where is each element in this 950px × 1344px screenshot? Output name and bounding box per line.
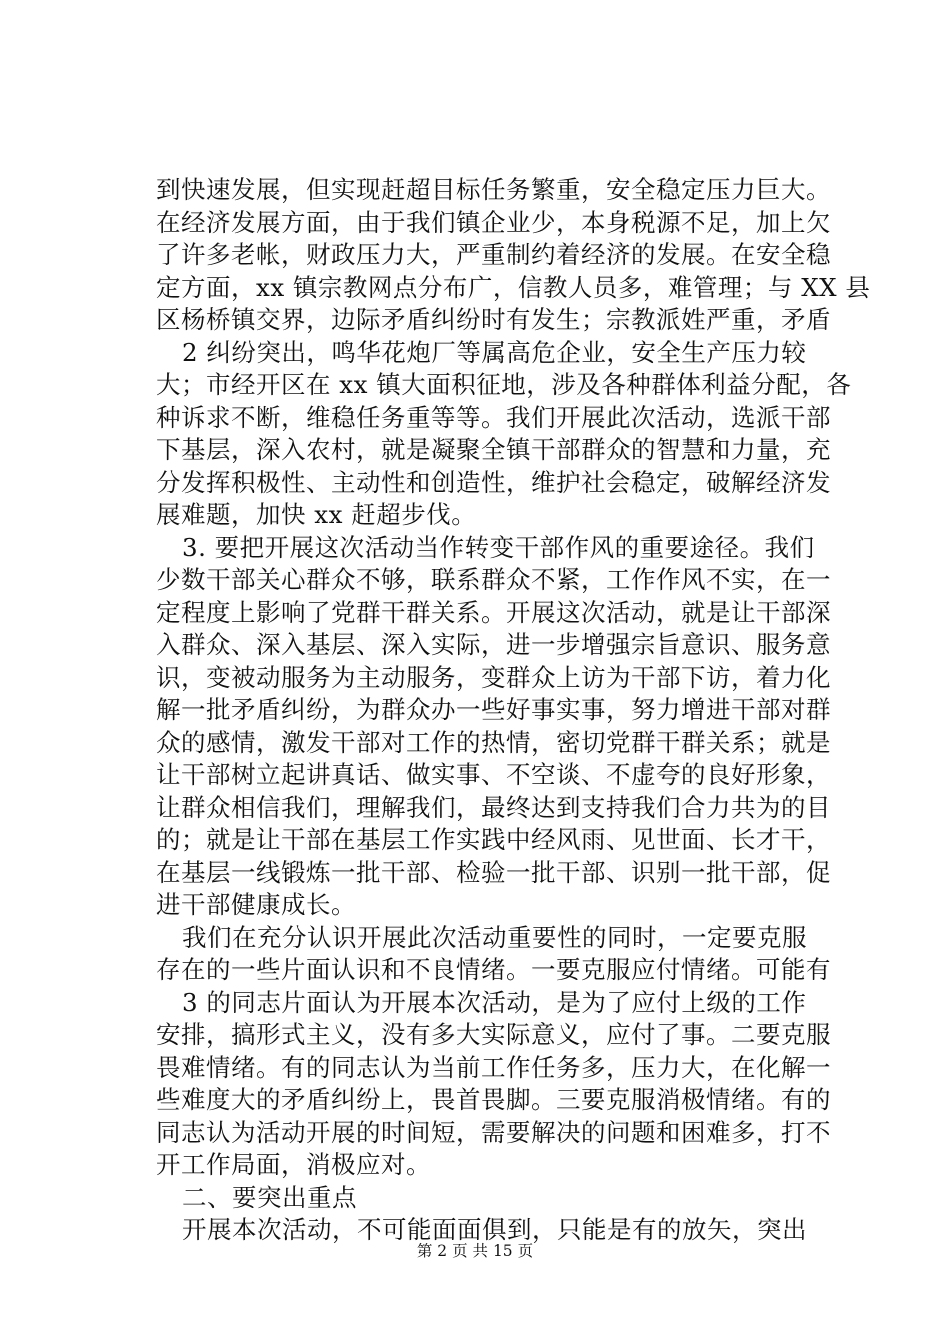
text-line: 展难题，加快 xx 赶超步伐。 xyxy=(156,500,477,529)
text-line: 3. 要把开展这次活动当作转变干部作风的重要途径。我们 xyxy=(182,532,815,562)
text-line: 解一批矛盾纠纷，为群众办一些好事实事，努力增进干部对群 xyxy=(156,695,831,724)
text-line: 让干部树立起讲真话、做实事、不空谈、不虚夸的良好形象， xyxy=(156,760,831,789)
text-line: 了许多老帐，财政压力大，严重制约着经济的发展。在安全稳 xyxy=(156,240,831,269)
text-line: 开工作局面，消极应对。 xyxy=(156,1150,431,1179)
page-number-footer: 第 2 页 共 15 页 xyxy=(416,1242,534,1260)
text-line: 下基层，深入农村，就是凝聚全镇干部群众的智慧和力量，充 xyxy=(156,435,831,464)
text-line: 入群众、深入基层、深入实际，进一步增强宗旨意识、服务意 xyxy=(156,630,831,659)
text-line: 安排，搞形式主义，没有多大实际意义，应付了事。二要克服 xyxy=(156,1020,831,1049)
text-line: 在基层一线锻炼一批干部、检验一批干部、识别一批干部，促 xyxy=(156,857,831,887)
body-text xyxy=(156,174,871,1247)
text-line: 众的感情，激发干部对工作的热情，密切党群干群关系；就是 xyxy=(156,727,831,757)
text-line: 畏难情绪。有的同志认为当前工作任务多，压力大，在化解一 xyxy=(156,1052,831,1082)
text-line: 些难度大的矛盾纠纷上，畏首畏脚。三要克服消极情绪。有的 xyxy=(156,1085,831,1114)
text-line: 3 的同志片面认为开展本次活动，是为了应付上级的工作 xyxy=(182,987,807,1017)
text-line: 的；就是让干部在基层工作实践中经风雨、见世面、长才干， xyxy=(156,825,831,854)
text-line: 识，变被动服务为主动服务，变群众上访为干部下访，着力化 xyxy=(156,662,831,692)
text-line: 开展本次活动，不可能面面俱到，只能是有的放矢，突出 xyxy=(182,1215,807,1244)
text-line: 定程度上影响了党群干群关系。开展这次活动，就是让干部深 xyxy=(156,597,831,627)
text-line: 我们在充分认识开展此次活动重要性的同时，一定要克服 xyxy=(182,922,807,952)
text-line: 2 纠纷突出，鸣华花炮厂等属高危企业，安全生产压力较 xyxy=(182,337,807,367)
text-line: 分发挥积极性、主动性和创造性，维护社会稳定，破解经济发 xyxy=(156,467,831,497)
text-line: 存在的一些片面认识和不良情绪。一要克服应付情绪。可能有 xyxy=(156,955,831,984)
text-line: 让群众相信我们，理解我们，最终达到支持我们合力共为的目 xyxy=(156,792,831,822)
text-line: 二、要突出重点 xyxy=(182,1182,357,1212)
text-line: 大；市经开区在 xx 镇大面积征地，涉及各种群体利益分配，各 xyxy=(156,370,852,399)
text-line: 在经济发展方面，由于我们镇企业少，本身税源不足，加上欠 xyxy=(156,207,831,237)
text-line: 进干部健康成长。 xyxy=(156,890,356,919)
text-line: 到快速发展，但实现赶超目标任务繁重，安全稳定压力巨大。 xyxy=(156,175,831,204)
text-line: 定方面，xx 镇宗教网点分布广，信教人员多，难管理；与 XX 县 xyxy=(156,272,871,302)
text-line: 区杨桥镇交界，边际矛盾纠纷时有发生；宗教派姓严重，矛盾 xyxy=(156,305,831,334)
text-line: 同志认为活动开展的时间短，需要解决的问题和困难多，打不 xyxy=(156,1117,831,1147)
text-line: 少数干部关心群众不够，联系群众不紧，工作作风不实，在一 xyxy=(156,565,831,594)
text-line: 种诉求不断，维稳任务重等等。我们开展此次活动，选派干部 xyxy=(156,402,831,432)
